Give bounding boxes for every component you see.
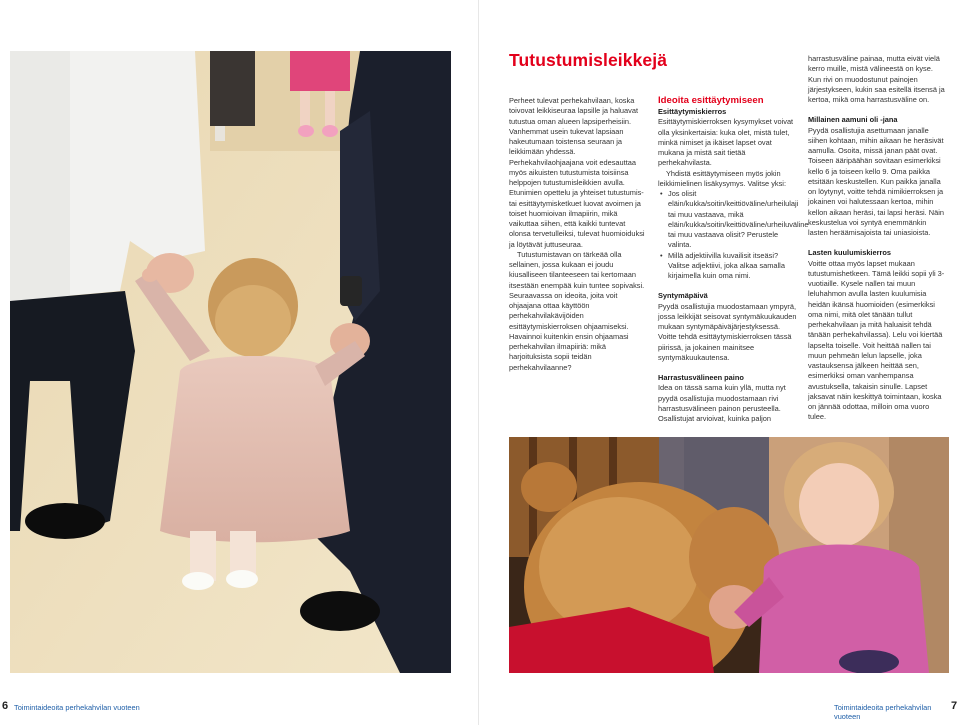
text-column-3 [808,54,948,423]
page-title: Tutustumisleikkejä [509,50,668,70]
paragraph: harrastusväline painaa, mutta eivät vielä kerro muille, mistä välineestä on kyse. Kun rivi on muodostunut painojen järjestykseen, kukin saa esitellä itsensä ja kertoa, mikä oma harrastusväline on. [808,54,945,104]
text-column-2 [658,95,809,424]
subheading: Lasten kuulumiskierros [808,248,891,258]
photo-child-with-teddy [509,437,949,673]
paragraph: Idea on tässä sama kuin yllä, mutta nyt pyydä osallistujia muodostamaan rivi harrastusvälineen painon perusteella. Osallistujat arvioivat, kuinka paljon [658,383,786,423]
paragraph: Esittäytymiskierroksen kysymykset voivat olla yksinkertaisia: kuka olet, mistä tulet, minkä nimiset ja ikäiset lapset ovat mukana ja mistä sait tietää perhekahvilasta. [658,117,794,168]
photo-toddler-walking [10,51,451,673]
subheading: Esittäytymiskierros [658,107,727,116]
subheading: Harrastusvälineen paino [658,373,744,382]
footer-title-right: Toimintaideoita perhekahvilan vuoteen [834,703,932,721]
footer-title-left: Toimintaideoita perhekahvilan vuoteen [14,703,140,712]
paragraph: Pyydä osallistujia muodostamaan ympyrä, jossa leikkijät seisovat syntymäkuukauden mukaan syntymäpäiväjärjestyksessä. Voitte tehdä esittäytymiskierroksen tässä piirissä, ja jokainen mainitsee syntymäkuukautensa. [658,301,797,362]
text-column-1 [509,96,647,373]
page-number-right: 7 [951,700,958,712]
paragraph: Pyydä osallistujia asettumaan janalle siihen kohtaan, mihin aikaan he heräsivät aamulla. Osoita, missä janan päät ovat. Toiseen ääripäähän sovitaan esimerkiksi kello 6 ja toiseen kello 9. Oma paikka etsitään keskustellen. Kun paikka janalla on löytynyt, voitte tehdä nimikierroksen ja jokainen voi halutessaan kertoa, mihin kellon aikaan heräsi, tai lapsi heräsi. Näin keskustelua voi syntyä enemmänkin lasten heräämisajoista tai uniasioista. [808,125,944,237]
paragraph: Tutustumistavan on tärkeää olla sellainen, jossa kukaan ei joudu kiusalliseen tilanteeseen tai kertomaan itsestään enempää kuin tuntee sopivaksi. Seuraavassa on ideoita, joita voit ohjaajana ottaa käyttöön perhekahvilakävijöiden esittäytymiskierroksen ohjaamiseksi. Havainnoi kuitenkin ensin ohjaamasi perhekahvilan ilmapiiriä: mikä harjoituksista sopii teidän perhekahvilaanne? [509,249,645,372]
page-number-left: 6 [2,700,9,712]
paragraph: Voitte ottaa myös lapset mukaan tutustumishetkeen. Tämä leikki sopii yli 3-vuotiaille. Kysele nallen tai muun leluhahmon avulla lasten kuulumisia heidän ikänsä huomioiden (esimerkiksi oma nimi, mitä olet tänään tullut perhekahvilaan ja mitä haluaisit tehdä tänään perhekahvilassa). Lelu voi kiertää lapselta toiselle. Voit heittää nallen tai muun pehmeän lelun lapselle, joka vastauksensa jälkeen heittää sen, esimerkiksi oman vanhempansa avustuksella, takaisin sinulle. Lapset jaksavat näin keskittyä toimintaan, koska on jännää odottaa, milloin oma vuoro tulee. [808,258,945,422]
section-heading: Ideoita esittäytymiseen [658,95,764,106]
left-page [0,0,479,725]
bullet-list [658,189,809,281]
paragraph: Perheet tulevat perhekahvilaan, koska toivovat leikkiseuraa lapsille ja haluavat tutustua oman alueen lapsiperheisiin. Vanhemmat usein tukevat lapsiaan hakeutumaan toistensa seuraan ja leikkimään yhdessä. Perhekahvilaohjaajana voit edesauttaa myös aikuisten tutustumista toisiinsa helppojen tutustumisleikkien avulla. Etunimien opettelu ja yhteiset tutustumis- tai esittäytymisketkuet luovat avoimen ja toiset huomioivan ilmapiirin, mikä vaikuttaa siihen, että kaikki tuntevat olonsa tervetulleiksi, tulevat huomioiduksi ja löytävät juttuseuraa. [509,96,645,249]
bullet-item: • Millä adjektiivilla kuvailisit itseäsi? Valitse adjektiivi, joka alkaa samalla kirjaimella kuin oma nimi. [668,251,800,282]
paragraph: Yhdistä esittäytymiseen myös jokin leikkimielinen lisäkysymys. Valitse yksi: [658,168,786,188]
subheading: Millainen aamuni oli -jana [808,115,898,125]
bullet-item: • Jos olisit eläin/kukka/soitin/keittiöväline/urheilulaji tai muu vastaava, mikä eläin/kukka/soitin/keittiöväline/urheiluväline tai muu vastaava olisit? Perustele valinta. [668,189,800,251]
subheading: Syntymäpäivä [658,291,708,301]
